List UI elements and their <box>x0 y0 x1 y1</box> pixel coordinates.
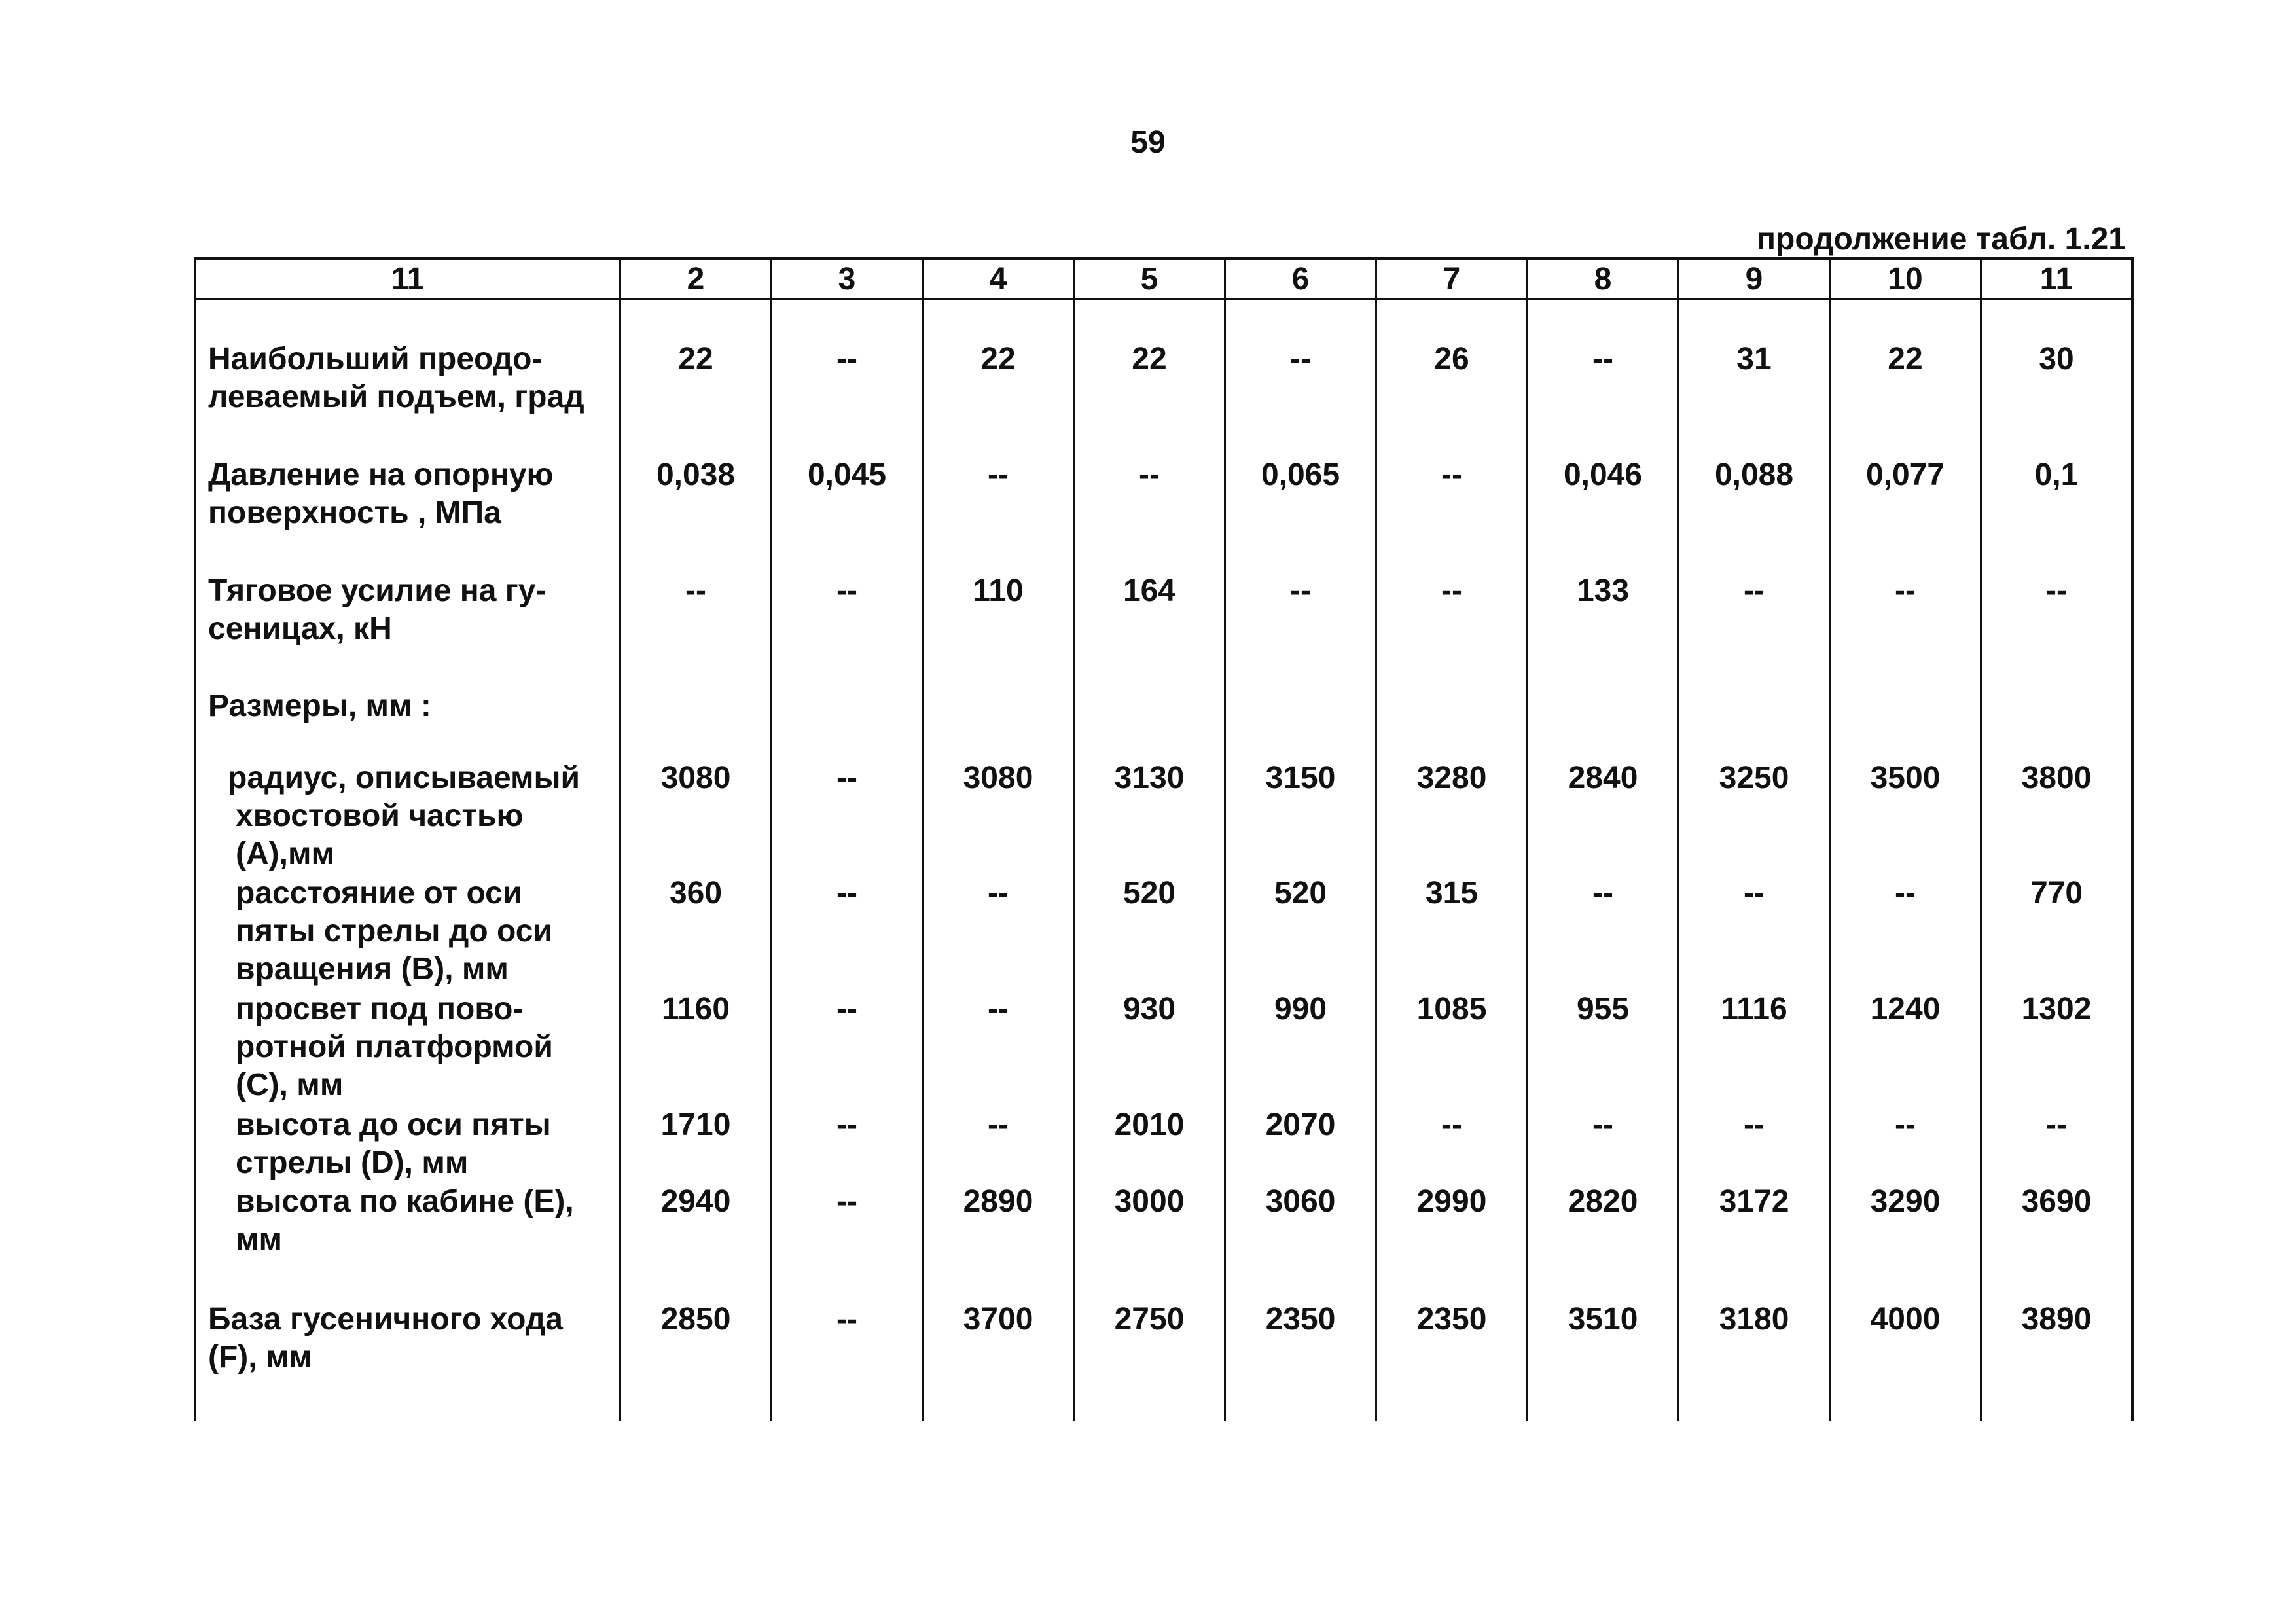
table-cell: 3690 <box>2021 1184 2092 1219</box>
table-cell: -- <box>685 573 706 608</box>
table-cell: 2990 <box>1416 1184 1487 1219</box>
spec-table <box>194 257 2134 1421</box>
table-cell: -- <box>836 1184 857 1219</box>
row-label <box>236 1183 648 1259</box>
header-cell: 11 <box>391 262 425 297</box>
table-cell: 2010 <box>1114 1108 1185 1142</box>
table-cell: -- <box>1744 1108 1765 1142</box>
column-divider <box>1073 260 1075 1421</box>
table-cell: 2840 <box>1568 761 1638 795</box>
column-divider <box>1829 260 1831 1421</box>
table-cell: -- <box>2046 573 2067 608</box>
table-cell: 3890 <box>2021 1302 2092 1337</box>
column-divider <box>770 260 772 1421</box>
table-cell: 3080 <box>660 761 731 795</box>
row-label <box>208 340 620 416</box>
table-cell: 26 <box>1434 342 1469 376</box>
row-label-line: (С), мм <box>236 1068 344 1102</box>
table-cell: 1116 <box>1721 992 1787 1026</box>
table-cell: -- <box>1592 876 1613 911</box>
row-label-line: Тяговое усилие на гу- <box>208 573 547 608</box>
table-cell: -- <box>836 992 857 1026</box>
table-cell: 520 <box>1122 876 1176 911</box>
table-cell: -- <box>836 761 857 795</box>
table-cell: 3080 <box>963 761 1033 795</box>
table-cell: 3800 <box>2021 761 2092 795</box>
table-cell: -- <box>1592 1108 1613 1142</box>
row-label-line: стрелы (D), мм <box>236 1146 469 1180</box>
table-cell: 2890 <box>963 1184 1033 1219</box>
table-cell: 2850 <box>660 1302 731 1337</box>
table-cell: 1240 <box>1870 992 1941 1026</box>
table-cell: 2940 <box>660 1184 731 1219</box>
table-cell: 3510 <box>1568 1302 1638 1337</box>
column-divider <box>1980 260 1982 1421</box>
header-cell: 7 <box>1443 262 1461 297</box>
row-label-line: (F), мм <box>208 1340 312 1375</box>
table-cell: 4000 <box>1870 1302 1941 1337</box>
column-divider <box>1375 260 1377 1421</box>
table-cell: 31 <box>1736 342 1772 376</box>
table-cell: -- <box>1441 458 1462 492</box>
row-label-line: Размеры, мм : <box>208 689 431 723</box>
header-cell: 3 <box>838 262 856 297</box>
table-cell: 3700 <box>963 1302 1033 1337</box>
column-divider <box>922 260 924 1421</box>
row-label-line: поверхность , МПа <box>208 496 501 530</box>
table-cell: 0,038 <box>656 458 736 492</box>
table-cell: 1085 <box>1416 992 1487 1026</box>
table-cell: -- <box>1895 1108 1916 1142</box>
header-cell: 4 <box>989 262 1007 297</box>
table-cell: -- <box>836 876 857 911</box>
table-cell: -- <box>988 992 1009 1026</box>
row-label <box>236 990 648 1104</box>
table-cell: 2070 <box>1265 1108 1336 1142</box>
header-cell: 9 <box>1745 262 1763 297</box>
row-label-line: пяты стрелы до оси <box>236 914 552 948</box>
table-cell: 133 <box>1576 573 1630 608</box>
row-label-line: ротной платформой <box>236 1030 553 1064</box>
table-cell: 2820 <box>1568 1184 1638 1219</box>
table-cell: 3172 <box>1719 1184 1789 1219</box>
table-cell: -- <box>1290 573 1311 608</box>
table-cell: -- <box>988 458 1009 492</box>
table-cell: 3280 <box>1416 761 1487 795</box>
table-cell: -- <box>1895 573 1916 608</box>
table-cell: 770 <box>2030 876 2083 911</box>
table-cell: 3130 <box>1114 761 1185 795</box>
table-cell: 955 <box>1576 992 1630 1026</box>
table-cell: 990 <box>1274 992 1327 1026</box>
table-cell: 3060 <box>1265 1184 1336 1219</box>
table-cell: 3150 <box>1265 761 1336 795</box>
row-label-line: высота по кабине (Е), <box>236 1184 574 1219</box>
table-cell: -- <box>836 1108 857 1142</box>
row-label-line: Наибольший преодо- <box>208 342 543 376</box>
table-cell: 22 <box>1888 342 1923 376</box>
table-cell: 2750 <box>1114 1302 1185 1337</box>
table-cell: -- <box>988 1108 1009 1142</box>
table-cell: 1160 <box>661 992 730 1026</box>
table-cell: 3250 <box>1719 761 1789 795</box>
table-cell: 3500 <box>1870 761 1941 795</box>
row-label <box>208 572 620 648</box>
table-cell: -- <box>1592 342 1613 376</box>
table-cell: 1710 <box>660 1108 731 1142</box>
table-cell: -- <box>1139 458 1160 492</box>
table-cell: 110 <box>973 573 1024 608</box>
row-label <box>208 1301 620 1377</box>
table-cell: 2350 <box>1265 1302 1336 1337</box>
column-divider <box>1677 260 1679 1421</box>
header-cell: 10 <box>1888 262 1923 297</box>
table-caption: продолжение табл. 1.21 <box>1757 222 2126 257</box>
row-label-line: высота до оси пяты <box>236 1108 551 1142</box>
row-label-line: вращения (В), мм <box>236 952 509 986</box>
table-cell: -- <box>1744 573 1765 608</box>
table-cell: -- <box>1290 342 1311 376</box>
table-cell: -- <box>1895 876 1916 911</box>
row-label <box>208 687 620 725</box>
row-label-line: расстояние от оси <box>236 876 522 911</box>
table-cell: 0,1 <box>2034 458 2079 492</box>
header-cell: 11 <box>2039 262 2073 297</box>
table-cell: 164 <box>1122 573 1176 608</box>
page-number: 59 <box>1130 125 1166 160</box>
table-cell: 930 <box>1122 992 1176 1026</box>
row-label <box>236 1106 648 1182</box>
table-cell: 520 <box>1274 876 1327 911</box>
row-label-line: База гусеничного хода <box>208 1302 563 1337</box>
table-cell: 3000 <box>1114 1184 1185 1219</box>
table-cell: -- <box>988 876 1009 911</box>
row-label-line: мм <box>236 1222 283 1257</box>
table-cell: -- <box>1441 573 1462 608</box>
row-label <box>228 759 640 873</box>
header-cell: 5 <box>1140 262 1158 297</box>
table-cell: 315 <box>1425 876 1479 911</box>
table-cell: 0,088 <box>1714 458 1794 492</box>
table-cell: 22 <box>980 342 1016 376</box>
table-cell: 0,046 <box>1563 458 1643 492</box>
table-cell: 0,065 <box>1261 458 1340 492</box>
table-cell: 0,077 <box>1865 458 1945 492</box>
row-label-line: просвет под пово- <box>236 992 524 1026</box>
table-cell: -- <box>1744 876 1765 911</box>
row-label-line: (А),мм <box>236 837 334 871</box>
header-cell: 8 <box>1594 262 1612 297</box>
row-label <box>208 456 620 532</box>
table-cell: 0,045 <box>807 458 887 492</box>
header-cell: 6 <box>1291 262 1310 297</box>
table-cell: 3180 <box>1719 1302 1789 1337</box>
row-label-line: хвостовой частью <box>236 799 524 833</box>
table-cell: 1302 <box>2021 992 2092 1026</box>
table-cell: -- <box>836 573 857 608</box>
table-cell: -- <box>2046 1108 2067 1142</box>
table-cell: 2350 <box>1416 1302 1487 1337</box>
header-cell: 2 <box>687 262 705 297</box>
table-cell: 3290 <box>1870 1184 1941 1219</box>
table-cell: 22 <box>1132 342 1167 376</box>
table-cell: -- <box>836 342 857 376</box>
column-divider <box>1526 260 1528 1421</box>
row-label-line: радиус, описываемый <box>228 761 581 795</box>
header-divider <box>196 298 2131 300</box>
table-cell: 22 <box>678 342 713 376</box>
column-divider <box>1224 260 1226 1421</box>
table-cell: 30 <box>2039 342 2074 376</box>
row-label-line: Давление на опорную <box>208 458 554 492</box>
table-cell: -- <box>1441 1108 1462 1142</box>
table-cell: 360 <box>669 876 723 911</box>
row-label-line: сеницах, кН <box>208 611 392 646</box>
table-cell: -- <box>836 1302 857 1337</box>
row-label-line: леваемый подъем, град <box>208 380 584 414</box>
row-label <box>236 875 648 988</box>
